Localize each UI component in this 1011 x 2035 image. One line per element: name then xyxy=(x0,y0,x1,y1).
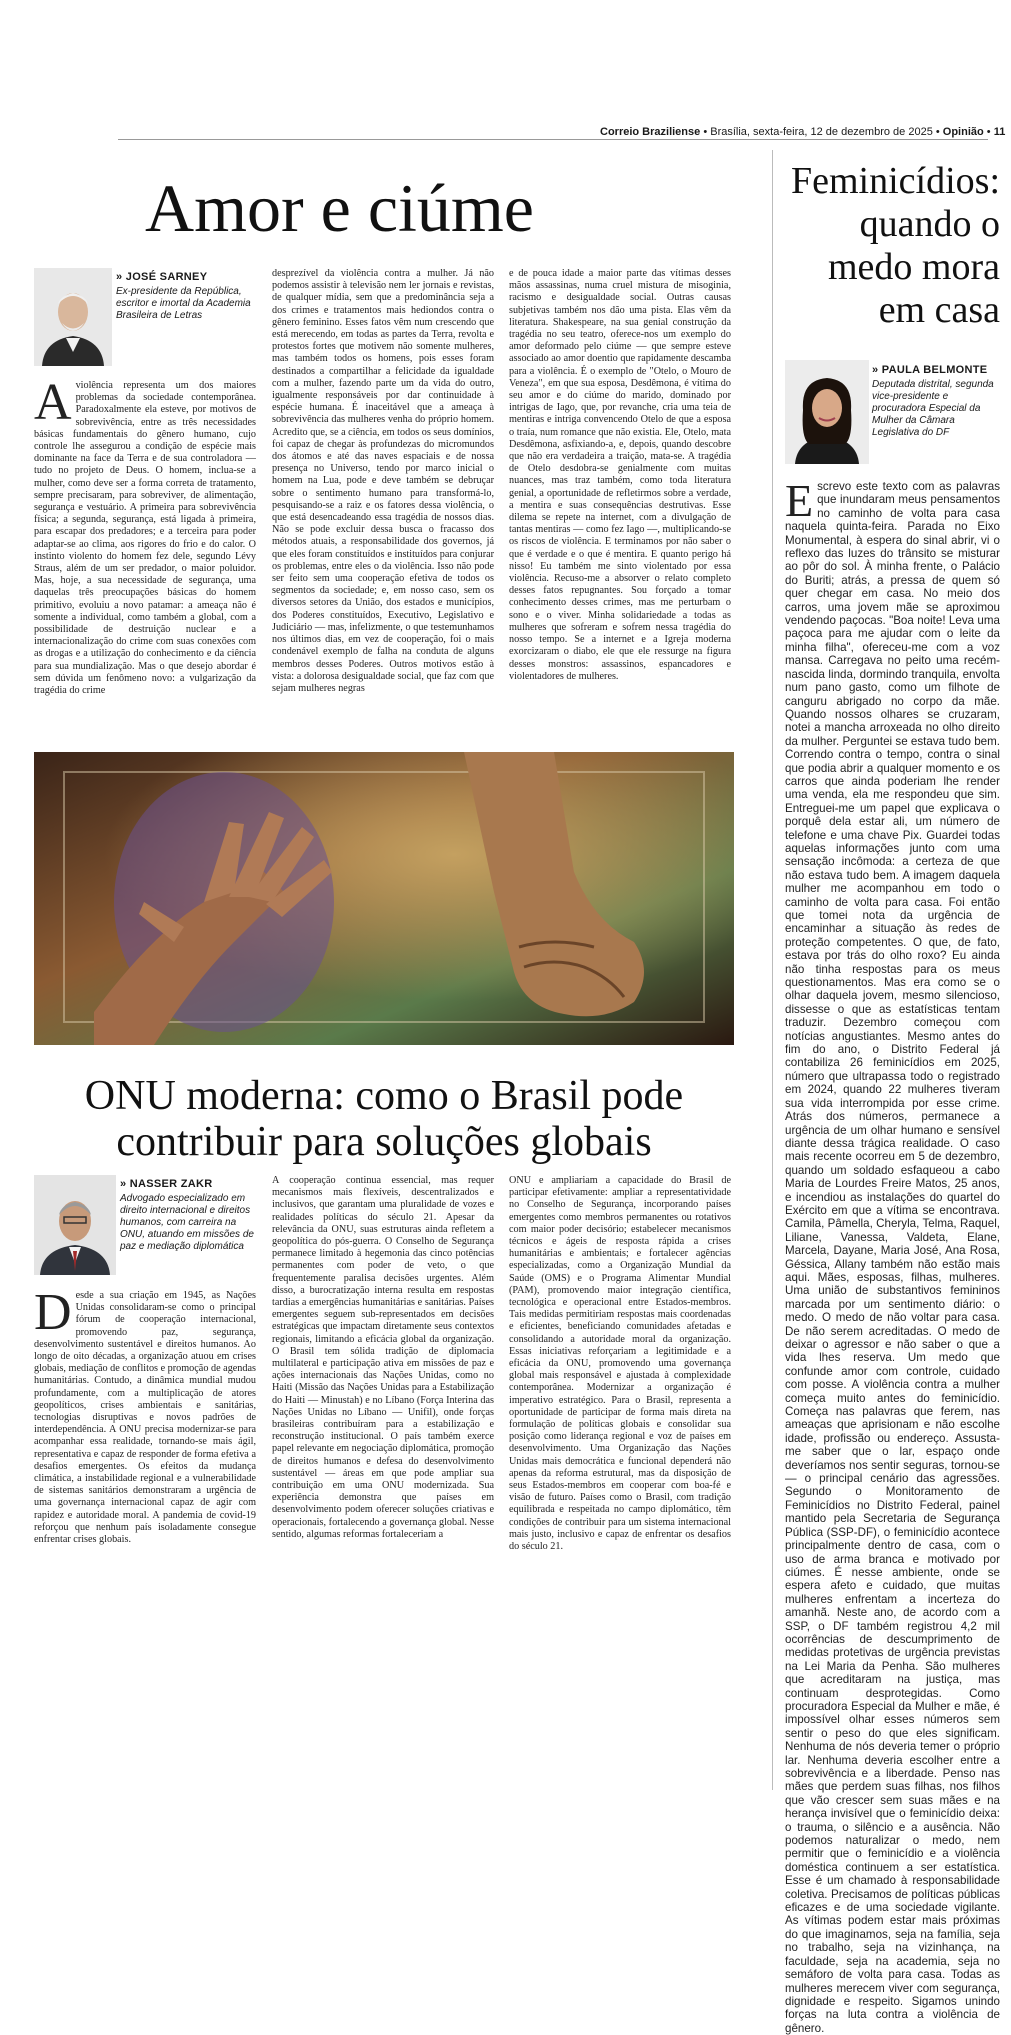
masthead-page: 11 xyxy=(993,126,1006,138)
sidebar-title-line3: medo mora xyxy=(827,246,1000,288)
article1-title: Amor e ciúme xyxy=(145,170,534,246)
zakr-photo xyxy=(34,1175,116,1275)
article1-col3: e de pouca idade a maior parte das vítimas desses mãos assassinas, numa cruel mistura de misoginia, racismo e desigualdade social. Outras causas subjetivas também nos dão uma pista. Elas vêm da literatura. Shakespeare, na sua genial construção da tragédia no seu teatro, oferece-nos um exemplo do amor deformado pelo ciúme — que sempre esteve associado ao amor doentio que rapidamente descamba para a violência. É o exemplo de "Otelo, o Mouro de Veneza", em que sua esposa, Desdêmona, é vítima do seu amor e do ciúme do marido, dominado por intrigas de Iago, que, por revanche, cria uma teia de mentiras e intriga convencendo Otelo de que a esposa o traía, num romance que não existia. Ele, Otelo, mata Desdêmona, asfixiando-a, e, depois, quando descobre que não era verdadeira a traição, mata-se. A tragédia de Otelo desdobra-se genialmente com muitas nuances, mas traz também, como toda literatura genial, a oportunidade de refletirmos sobre a verdade, a mentira e suas consequências destrutivas. Esse dilema se repete na internet, com a divulgação de tantas mentiras — como fez Iago —, multiplicando-se os riscos de violência. E terminamos por não saber o que é verdade e o que é mentira. E quanto perigo há nisso! Eu também me sinto violentado por essa violência. Recuso-me a absorver o relato completo desses fatos repugnantes. Sou forçado a tomar conhecimento desses crimes, mas me perturbam o sono e o viver. Minha solidariedade a todas as mulheres que sofreram e sofrem nessa tragédia do nosso tempo. Se a internet e a Igreja moderna exorcizaram o diabo, ele que ele ressurge na figura desses monstros: assassinos, espancadores e violentadores de mulheres. xyxy=(509,268,731,682)
sidebar-text: Escrevo este texto com as palavras que inundaram meus pensamentos no caminho de volta para casa naquela quinta-feira. Parada no Eixo Monumental, à espera do sinal abrir, vi o reflexo das luzes do trânsito se misturar ao pôr do sol. À minha frente, o Palácio do Buriti; atrás, a pressa de quem só quer chegar em casa. No meio dos carros, uma jovem mãe se aproximou vendendo paçocas. "Boa noite! Leva uma paçoca para me ajudar com o leite da minha filha", ofereceu-me com a voz mansa. Carregava no peito uma recém-nascida linda, dormindo tranquila, envolta num pano gasto, como um filhote de canguru abrigado no corpo da mãe. Quando nossos olhares se cruzaram, notei a mancha arroxeada no olho direito da mulher. Perguntei se estava tudo bem. Correndo contra o tempo, contra o sinal que podia abrir a qualquer momento e os carros que ainda poderiam lhe render uma venda, ela me respondeu que sim. Entreguei-me um papel que explicava o porquê dela estar ali, um número de telefone e uma chave Pix. Guardei todas aquelas informações junto com uma sensação incômoda: a certeza de que não estava tudo bem. A imagem daquela mulher me acompanhou em todo o caminho de volta para casa. Foi então que tomei nota da urgência de encaminhar a situação às redes de proteção competentes. O que, de fato, estava por trás do olho roxo? Eu ainda não tinha respostas para os meus questionamentos. Mas era como se o olhar daquela jovem, mesmo silencioso, dissesse o que as estatísticas tentam traduzir. Dezembro começou com notícias angustiantes. Mesmo antes do fim do ano, o Distrito Federal já contabiliza 26 feminicídios em 2025, número que ultrapassa todo o registrado em 2024, quando 22 mulheres tiveram sua vida interrompida por esse crime. Atrás dos números, permanece a urgência de um olhar humano e sensível diante dessa trágica realidade. O caso mais recente ocorreu em 5 de dezembro, quando um soldado esfaqueou a cabo Maria de Lourdes Freire Matos, 25 anos, e incendiou as instalações do quartel do Exército em que a vítima se encontrava. Camila, Pâmella, Cheryla, Telma, Raquel, Liliane, Vanessa, Valdeta, Elane, Marcela, Dayane, Maria José, Ana Rosa, Géssica, Allany também não estão mais aqui. Mães, esposas, filhas, mulheres. Uma união de substantivos femininos marcada por um sentimento diário: o medo. O medo de não voltar para casa. De não serem acreditadas. O medo de deixar o agressor e não saber o que a vida lhes reserva. Um medo que confunde amor com controle, cuidado com posse. A violência contra a mulher começa muito antes do feminicídio. Começa nas palavras que ferem, nas ameaças que aprisionam e não escolhe idade, profissão ou endereço. Assusta-me saber que o lar, espaço onde deveríamos nos sentir seguras, tornou-se — o principal cenário das agressões. Segundo o Monitoramento de Feminicídios no Distrito Federal, painel mantido pela Secretaria de Segurança Pública (SSP-DF), o feminicídio acontece principalmente dentro de casa, com o uso de arma branca e motivado por ciúmes. É nesse ambiente, onde se espera afeto e cuidado, que muitas mulheres enfrentam a incerteza do amanhã. Neste ano, de acordo com a SSP, o DF também registrou 4,2 mil ocorrências de descumprimento de medidas protetivas de urgência previstas na Lei Maria da Penha. São mulheres que acreditaram na justiça, mas continuam desprotegidas. Como procuradora Especial da Mulher e mãe, é impossível olhar esses números sem sentir o peso do que eles significam. Nenhuma de nós deveria temer o próprio lar. Nenhuma deveria escolher entre a sobrevivência e a liberdade. Penso nas mães que perdem suas filhas, nos filhos que vão crescer sem suas mães e na herança invisível que o feminicídio deixa: o trauma, o silêncio e a ausência. Não podemos naturalizar o medo, nem permitir que o feminicídio e a violência doméstica continuem a ser estatística. Esse é um chamado à responsabilidade coletiva. Precisamos de políticas públicas eficazes e de uma sociedade vigilante. As vítimas podem estar mais próximas do que imaginamos, seja na família, seja no trabalho, seja na vizinhança, na faculdade, seja na academia, seja no semáforo de volta para casa. Todas as mulheres merecem viver com segurança, dignidade e respeito. Sigamos unindo forças na luta contra a violência de gênero. xyxy=(785,475,1000,2035)
article2-title xyxy=(74,1073,694,1165)
article2-col3: ONU e ampliariam a capacidade do Brasil de participar efetivamente: ampliar a representatividade no Conselho de Segurança, incorporando países emergentes como membros permanentes ou rotativos com maior poder decisório; estabelecer mecanismos técnicos e ágeis de resposta rápida a crises humanitárias e ambientais; e fortalecer agências especializadas, como a Organização Mundial da Saúde (OMS) e o Programa Alimentar Mundial (PAM), promovendo maior integração científica, tecnológica e operacional entre Estados-membros. Tais medidas permitiriam respostas mais coordenadas e eficientes, beneficiando comunidades afetadas e consolidando a autoridade moral da organização. Essas iniciativas reforçariam a legitimidade e a eficácia da ONU, promovendo uma governança global mais responsável e ajustada à complexidade contemporânea. Modernizar a organização é imperativo estratégico. Para o Brasil, representa a oportunidade de participar de forma mais direta na formulação de políticas globais e consolidar sua posição como liderança regional e voz de países em desenvolvimento. Uma Organização das Nações Unidas mais democrática e funcional dependerá não apenas da reforma estrutural, mas da disposição de seus Estados-membros em cooperar com boa-fé e visão de futuro. Países como o Brasil, com tradição equilibrada e respeitada no campo diplomático, têm condições de contribuir para um sistema internacional mais justo, inclusivo e capaz de enfrentar os desafios do século 21. xyxy=(509,1175,731,1553)
masthead: Correio Braziliense • Brasília, sexta-feira, 12 de dezembro de 2025 • Opinião • 11 xyxy=(600,126,1006,138)
article1-byline xyxy=(116,271,256,322)
masthead-date: Brasília, sexta-feira, 12 de dezembro de 2025 xyxy=(710,126,933,138)
sidebar-title-line4: em casa xyxy=(878,289,1000,331)
sarney-portrait-icon xyxy=(34,268,112,366)
article2-col1: Desde a sua criação em 1945, as Nações Unidas consolidaram-se como o principal fórum de cooperação internacional, promovendo paz, segurança, desenvolvimento sustentável e direitos humanos. Ao longo de oito décadas, a organização atuou em crises globais, mediação de conflitos e promoção de agendas humanitárias. Contudo, a dinâmica mundial mudou profundamente, com a multiplicação de atores geopolíticos, crises ambientais e sanitárias, tecnologias disruptivas e novos padrões de interdependência. A ONU precisa modernizar-se para acompanhar essa realidade, tornando-se mais ágil, representativa e capaz de responder de forma efetiva a desafios emergentes. Os efeitos da mudança climática, a instabilidade regional e a vulnerabilidade de sistemas sanitários demonstraram a urgência de uma governança internacional capaz de agir com rapidez e autoridade moral. A pandemia de covid-19 reforçou que nenhum país isoladamente consegue enfrentar crises globais. xyxy=(34,1284,256,1546)
article1-author-desc: Ex-presidente da República, escritor e imortal da Academia Brasileira de Letras xyxy=(116,286,251,321)
hand-and-fist-icon xyxy=(34,752,734,1045)
sidebar-title-line2: quando o xyxy=(859,203,1000,245)
sarney-photo xyxy=(34,268,112,366)
belmonte-portrait-icon xyxy=(785,360,869,464)
zakr-portrait-icon xyxy=(34,1175,116,1275)
sidebar-author-desc: Deputada distrital, segunda vice-presidente e procuradora Especial da Mulher da Câmara Legislativa do DF xyxy=(872,379,994,438)
article2-title-line2: contribuir para soluções globais xyxy=(116,1119,652,1165)
sidebar-author: » PAULA BELMONTE xyxy=(872,364,988,376)
article2-dropcap: D xyxy=(34,1284,72,1341)
article2-title-line1: ONU moderna: como o Brasil pode xyxy=(84,1073,684,1119)
sidebar-title-line1: Feminicídios: xyxy=(791,160,1000,202)
article1-author: » JOSÉ SARNEY xyxy=(116,271,208,283)
article1-col2: desprezível da violência contra a mulher. Já não podemos assistir à televisão nem ler jornais e revistas, de qualquer mídia, sem que a predominância seja a dos crimes e tratamentos mais hediondos contra o gênero feminino. Esses fatos vêm num crescendo que está merecendo, em todas as partes da Terra, revolta e protestos fortes que motivem não somente mulheres, mas também todos os homens, pois esses foram destinados a compartilhar a felicidade da igualdade com a mulher, fazendo parte um da vida do outro, igualmente responsáveis por dar continuidade à espécie humana. É inaceitável que a ameaça à sobrevivência das mulheres venha do próprio homem. Acredito que, se a ciência, em todos os seus domínios, foi capaz de chegar às profundezas do micromundos dos átomos e até das naves espaciais e de nossa presença no Universo, tendo por marco inicial o homem na Lua, pode e deve também se debruçar sobre o sentimento humano para transformá-lo, pesquisando-se a raiz e os fatores dessa violência, o que está desencadeando essa tragédia de nossos dias. Não se pode excluir dessa busca o fracasso dos métodos atuais, a responsabilidade dos governos, já que eles foram constituídos e instituídos para conjurar os problemas, entre eles o da violência. Isso não pode ser feito sem uma cooperação efetiva de todos os segmentos da sociedade; e, em nosso caso, sem os diversos setores da União, dos estados e municípios, dos Poderes constituídos, Executivo, Legislativo e Judiciário — mas, infelizmente, o que testemunhamos nos últimos dias, em vez de cooperação, foi o mais condenável exemplo de falha na conduta de alguns membros desses Poderes. Outros motivos estão à vista: a dolorosa desigualdade social, que faz com que sejam mulheres negras xyxy=(272,268,494,694)
masthead-section: Opinião xyxy=(942,126,984,138)
belmonte-photo xyxy=(785,360,869,464)
article2-byline xyxy=(120,1178,260,1253)
article1-col1: A violência representa um dos maiores problemas da sociedade contemporânea. Paradoxalmente ela esteve, por motivos de sobrevivência, entre as três necessidades básicas fundamentais do gênero humano, cujo controle lhe assegurou a condição de espécie mais dominante na face da Terra e de sua controladora — tudo no projeto de Deus. O homem, inclua-se a mulher, como deve ser a forma correta de tratamento, sempre precisaram, para sobreviver, de alimentação, segurança e vestuário. A primeira para sobrevivência física; a segunda, segurança, está ligada à primeira, para escapar dos predadores; e a terceira para poder adaptar-se ao clima, aos rigores do frio e do calor. O instinto violento do homem fez dele, segundo Lévy Straus, além de um ser predador, o maior poluidor. Mas, hoje, a sua necessidade de segurança, uma daquelas três preocupações básicas do homem primitivo, evoluiu a novo patamar: a ameaça não é somente a individual, como também a global, com a possibilidade de destruição nuclear e a internacionalização do crime com suas conexões com as drogas e a utilização do conhecimento e da ciência para sua mundialização. Mas o que desejo abordar é sem dúvida um fenômeno novo: a vulgarização da tragédia do crime xyxy=(34,374,256,697)
article2-col2: A cooperação continua essencial, mas requer mecanismos mais flexíveis, descentralizados e inclusivos, que garantam uma pluralidade de vozes e realidades políticas do século 21. Apesar da relevância da ONU, suas estruturas ainda refletem a geopolítica do pós-guerra. O Conselho de Segurança permanece limitado à hegemonia das cinco potências permanentes com poder de veto, o que frequentemente paralisa decisões urgentes. Além disso, a burocratização interna resulta em respostas tardias a emergências humanitárias e sanitárias. Países emergentes seguem sub-representados em decisões estratégicas que impactam diretamente seus contextos regionais, limitando a eficácia global da organização. O Brasil tem sólida tradição de diplomacia multilateral e participação ativa em missões de paz e ações internacionais das Nações Unidas, como no Haiti (Missão das Nações Unidas para a Estabilização do Haiti — Minustah) e no Líbano (Força Interina das Nações Unidas no Líbano — Unifil), onde forças brasileiras contribuíram para a estabilização e reconstrução institucional. O país também exerce papel relevante em negociação diplomática, promoção de direitos humanos e defesa do desenvolvimento sustentável — áreas em que pode ampliar sua contribuição em uma ONU modernizada. Sua experiência demonstra que países em desenvolvimento podem oferecer soluções criativas e operacionais, fortalecendo a governança global. Nesse sentido, algumas reformas fortaleceriam a xyxy=(272,1175,494,1540)
sidebar-dropcap: E xyxy=(785,475,814,526)
article1-dropcap: A xyxy=(34,374,72,431)
violence-illustration xyxy=(34,752,734,1045)
article2-author-desc: Advogado especializado em direito internacional e direitos humanos, com carreira na ONU, atuando em missões de paz e mediação diplomática xyxy=(120,1193,254,1252)
sidebar-rule xyxy=(772,150,773,1790)
sidebar-byline xyxy=(872,364,1002,439)
masthead-paper: Correio Braziliense xyxy=(600,126,701,138)
sidebar-title xyxy=(778,160,1000,332)
top-rule xyxy=(118,139,988,140)
article2-author: » NASSER ZAKR xyxy=(120,1178,213,1190)
